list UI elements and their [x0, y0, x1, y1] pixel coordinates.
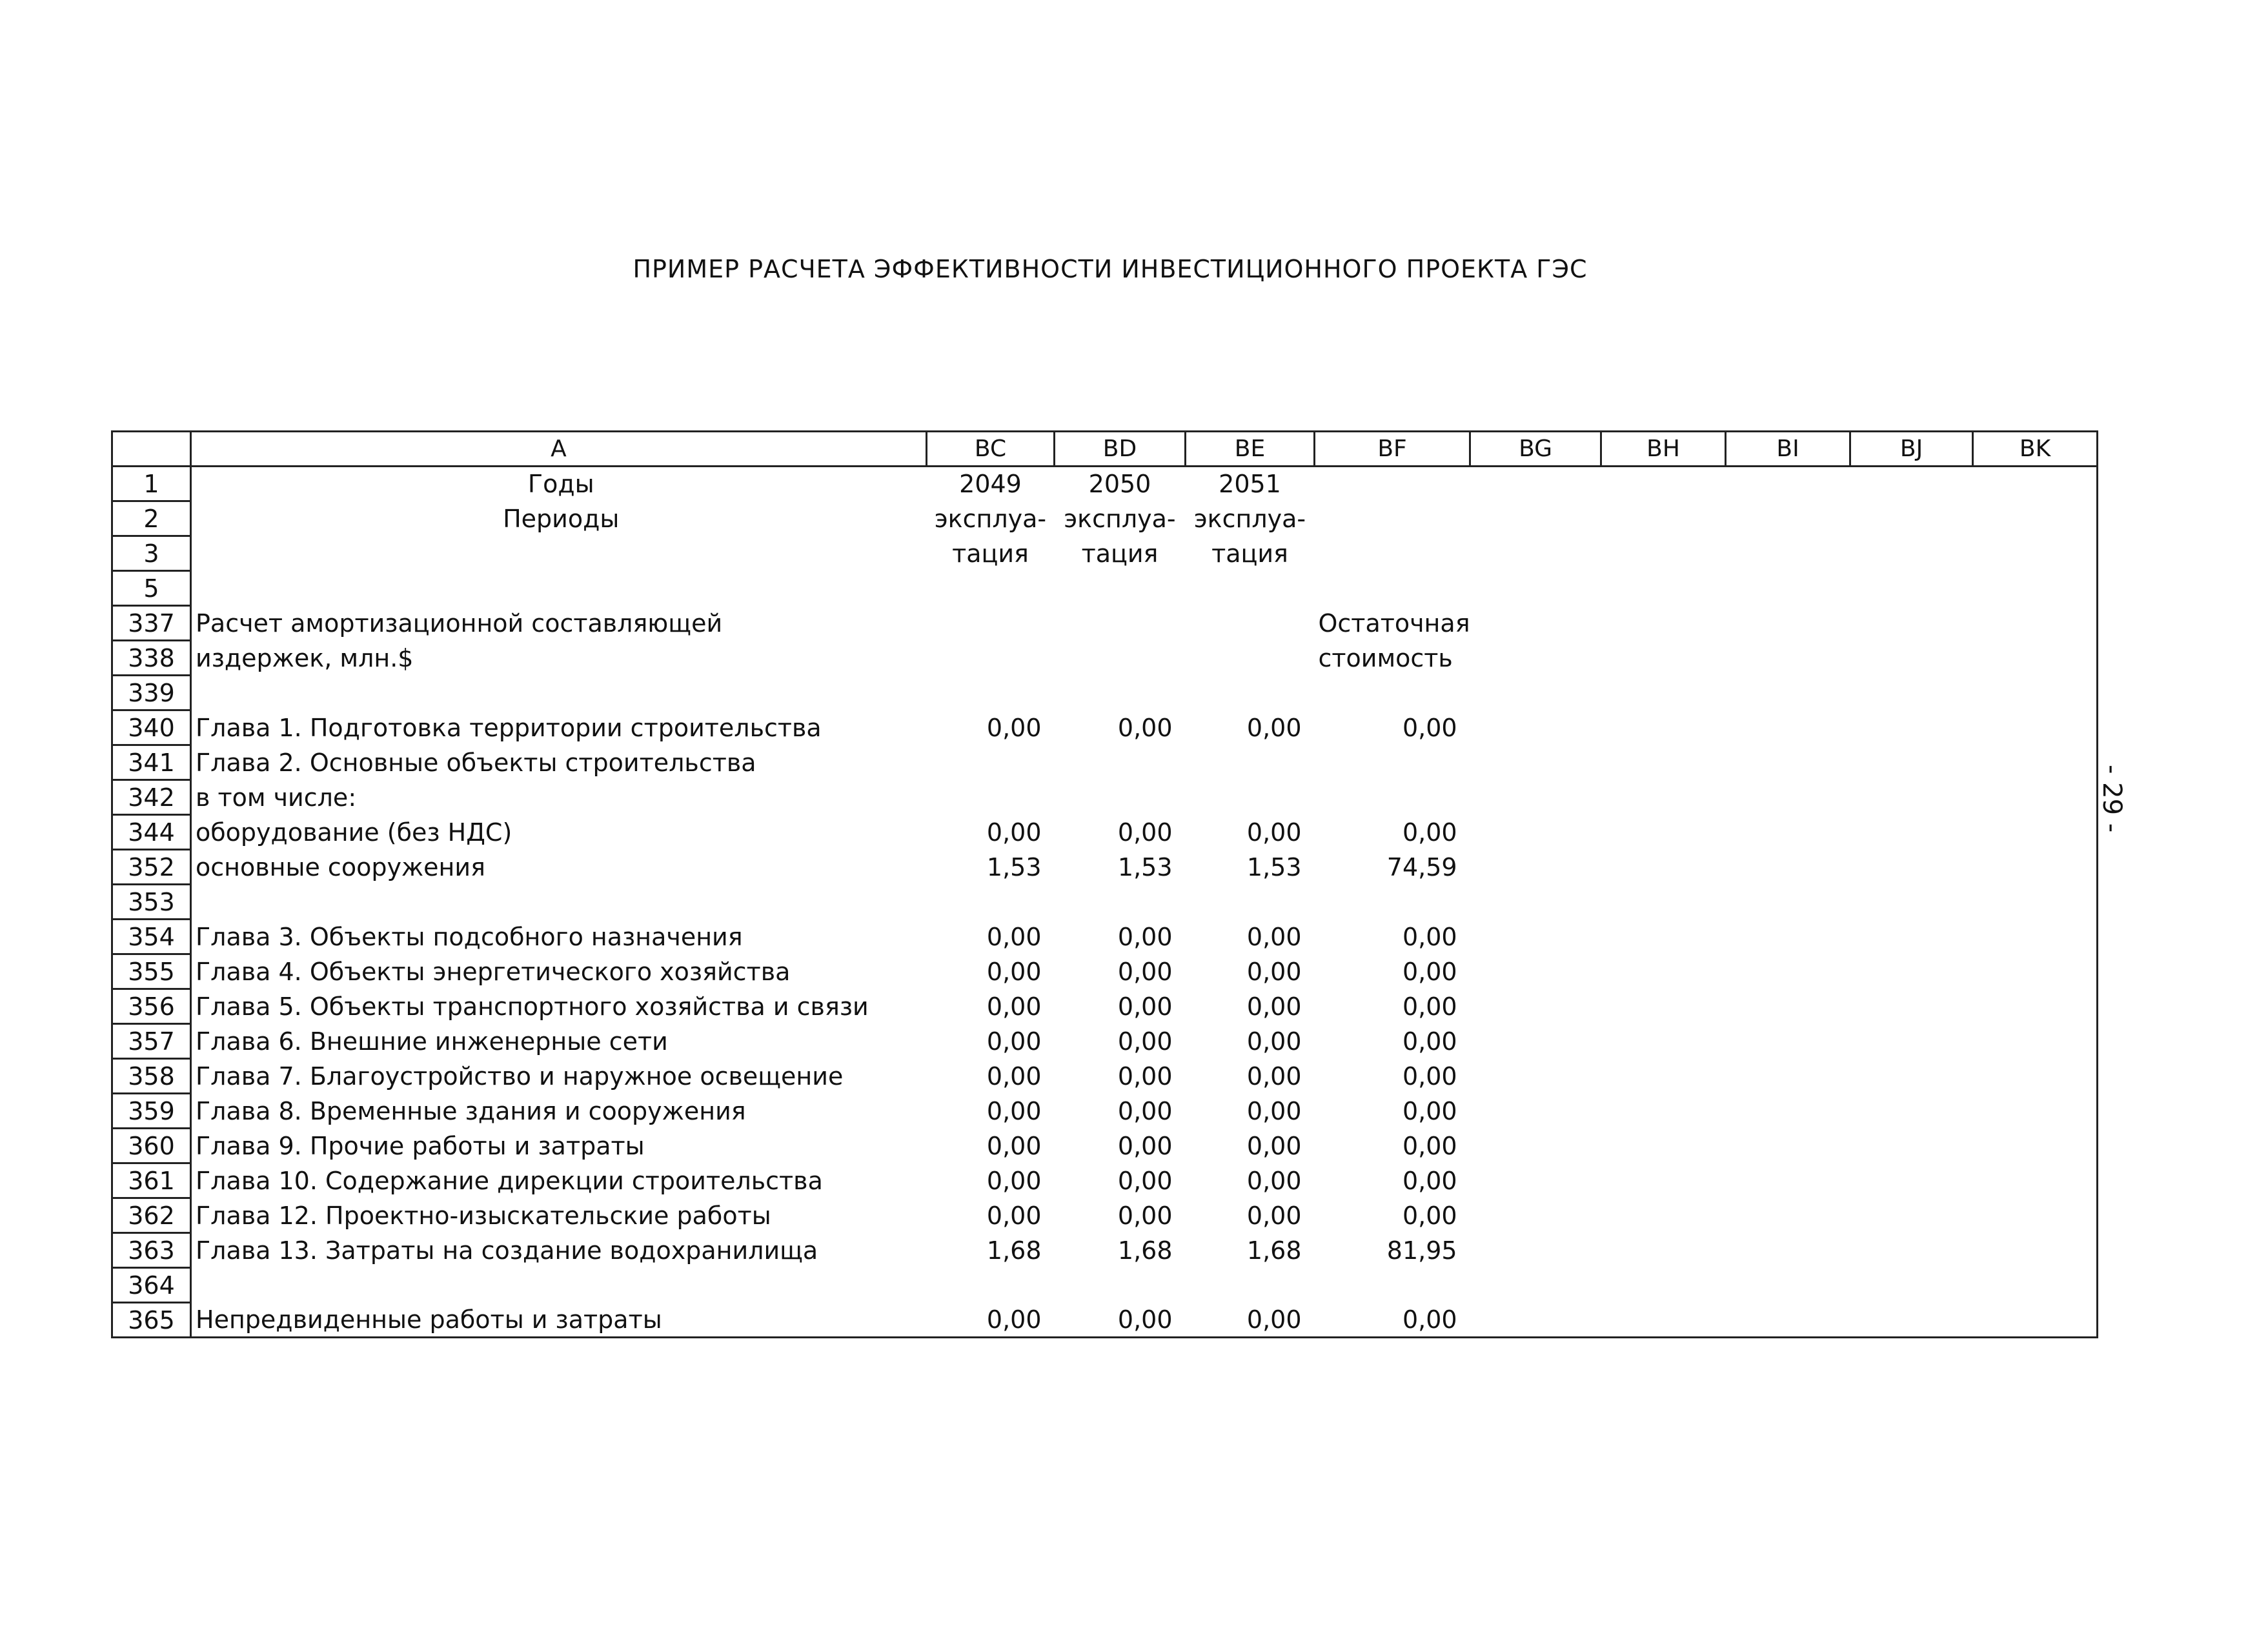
cell-bf: 0,00 — [1402, 1166, 1457, 1195]
table-row — [112, 989, 2098, 1024]
cell-bd: 0,00 — [1055, 1303, 1186, 1338]
cell-bc: 0,00 — [986, 922, 1042, 951]
cell-be: 0,00 — [1246, 992, 1302, 1021]
table-row — [112, 954, 2098, 989]
column-header-bg[interactable]: BG — [1470, 432, 1601, 467]
table-row — [112, 1094, 2098, 1129]
table-row — [112, 1059, 2098, 1094]
row-number[interactable]: 363 — [112, 1233, 191, 1268]
period-bc-line1: эксплуа- — [934, 504, 1047, 533]
row-number[interactable]: 338 — [112, 641, 191, 676]
cell-be: 0,00 — [1246, 1131, 1302, 1160]
table-row — [112, 1163, 2098, 1198]
cell-bf: 0,00 — [1402, 1027, 1457, 1056]
table-row — [112, 467, 2098, 501]
year-be: 2051 — [1219, 470, 1281, 499]
cell-bf: 0,00 — [1402, 922, 1457, 951]
cell-bc — [927, 745, 1055, 780]
cell-bd: 0,00 — [1117, 992, 1173, 1021]
cell-bf: 0,00 — [1315, 1303, 1470, 1338]
row-number[interactable]: 339 — [112, 676, 191, 710]
cell-bc: 0,00 — [986, 1061, 1042, 1091]
row-label: Глава 10. Содержание дирекции строительства — [191, 1163, 927, 1198]
table-row — [112, 1303, 2098, 1338]
residual-value-header-line1: Остаточная — [1318, 609, 1470, 638]
cell-bc: 0,00 — [986, 713, 1042, 742]
row-label: Глава 8. Временные здания и сооружения — [191, 1094, 927, 1129]
table-row — [112, 745, 2098, 780]
cell-bf — [1315, 780, 1470, 815]
row-number[interactable]: 353 — [112, 885, 191, 920]
row-label: основные сооружения — [191, 850, 927, 885]
corner-cell[interactable] — [112, 432, 191, 467]
year-bd: 2050 — [1088, 470, 1151, 499]
column-header-bf[interactable]: BF — [1315, 432, 1470, 467]
cell-bd — [1055, 1268, 1186, 1303]
column-header-bd[interactable]: BD — [1055, 432, 1186, 467]
cell-bf — [1315, 1268, 1470, 1303]
cell-bc: 0,00 — [927, 1303, 1055, 1338]
row-number[interactable]: 358 — [112, 1059, 191, 1094]
row-number[interactable]: 359 — [112, 1094, 191, 1129]
cell-bf: 0,00 — [1402, 1131, 1457, 1160]
period-bd-line1: эксплуа- — [1064, 504, 1176, 533]
row-label: Глава 6. Внешние инженерные сети — [191, 1024, 927, 1059]
cell-bc — [927, 885, 1055, 920]
page-number: - 29 - — [2097, 765, 2127, 833]
cell-bf: 0,00 — [1402, 957, 1457, 986]
cell-be: 0,00 — [1246, 1061, 1302, 1091]
periods-label: Периоды — [191, 501, 927, 536]
period-bc-line2: тация — [952, 539, 1029, 568]
cell-bd — [1055, 780, 1186, 815]
cell-be: 1,53 — [1246, 852, 1302, 881]
row-number[interactable]: 364 — [112, 1268, 191, 1303]
cell-bd: 0,00 — [1117, 1096, 1173, 1125]
cell-bd: 0,00 — [1117, 957, 1173, 986]
row-number[interactable]: 362 — [112, 1198, 191, 1233]
table-row — [112, 1198, 2098, 1233]
table-row — [112, 815, 2098, 850]
row-number[interactable]: 342 — [112, 780, 191, 815]
cell-bc: 0,00 — [986, 992, 1042, 1021]
row-number[interactable]: 2 — [112, 501, 191, 536]
row-label: Глава 13. Затраты на создание водохранилища — [191, 1233, 927, 1268]
row-number[interactable]: 356 — [112, 989, 191, 1024]
row-number[interactable]: 344 — [112, 815, 191, 850]
cell-be: 0,00 — [1246, 1027, 1302, 1056]
cell-bf: 0,00 — [1402, 992, 1457, 1021]
period-be-line2: тация — [1211, 539, 1288, 568]
row-label: Глава 7. Благоустройство и наружное освещение — [191, 1059, 927, 1094]
row-label — [191, 1268, 927, 1303]
table-row — [112, 1129, 2098, 1163]
cell-bd: 1,53 — [1117, 852, 1173, 881]
column-header-bk[interactable]: BK — [1973, 432, 2098, 467]
spreadsheet-table — [111, 430, 2098, 1338]
document-title: ПРИМЕР РАСЧЕТА ЭФФЕКТИВНОСТИ ИНВЕСТИЦИОННОГО ПРОЕКТА ГЭС — [633, 255, 1588, 283]
cell-bf: 0,00 — [1402, 1201, 1457, 1230]
cell-be: 0,00 — [1246, 1096, 1302, 1125]
row-number[interactable]: 360 — [112, 1129, 191, 1163]
cell-bd: 0,00 — [1117, 1061, 1173, 1091]
row-label: оборудование (без НДС) — [191, 815, 927, 850]
row-number[interactable]: 5 — [112, 571, 191, 606]
cell-bd: 0,00 — [1117, 1131, 1173, 1160]
table-row — [112, 1268, 2098, 1303]
cell-bf: 81,95 — [1386, 1236, 1457, 1265]
cell-be: 0,00 — [1246, 713, 1302, 742]
cell-bf — [1315, 745, 1470, 780]
row-number[interactable]: 357 — [112, 1024, 191, 1059]
cell-be: 0,00 — [1246, 1201, 1302, 1230]
column-header-bh[interactable]: BH — [1601, 432, 1726, 467]
table-row — [112, 710, 2098, 745]
table-row — [112, 641, 2098, 676]
row-number[interactable]: 355 — [112, 954, 191, 989]
cell-bc: 0,00 — [986, 957, 1042, 986]
cell-be: 0,00 — [1186, 1303, 1315, 1338]
section-title-line1: Расчет амортизационной составляющей — [191, 606, 927, 641]
cell-bf — [1315, 885, 1470, 920]
cell-be — [1186, 780, 1315, 815]
table-row — [112, 571, 2098, 606]
cell-bc: 0,00 — [986, 1201, 1042, 1230]
cell-be — [1186, 885, 1315, 920]
row-number[interactable]: 361 — [112, 1163, 191, 1198]
cell-bf: 0,00 — [1402, 713, 1457, 742]
cell-bd: 0,00 — [1117, 922, 1173, 951]
cell-bf: 0,00 — [1402, 1061, 1457, 1091]
row-number[interactable]: 337 — [112, 606, 191, 641]
years-label: Годы — [191, 467, 927, 501]
period-bd-line2: тация — [1081, 539, 1159, 568]
cell-bf: 0,00 — [1402, 1096, 1457, 1125]
cell-bd: 0,00 — [1117, 1027, 1173, 1056]
column-header-bj[interactable]: BJ — [1850, 432, 1973, 467]
table-row — [112, 536, 2098, 571]
cell-be: 0,00 — [1246, 818, 1302, 847]
cell-bc: 0,00 — [986, 1166, 1042, 1195]
year-bc: 2049 — [959, 470, 1022, 499]
row-number[interactable]: 340 — [112, 710, 191, 745]
row-label — [191, 885, 927, 920]
row-number[interactable]: 1 — [112, 467, 191, 501]
table-row — [112, 1024, 2098, 1059]
period-be-line1: эксплуа- — [1193, 504, 1306, 533]
cell-be: 1,68 — [1246, 1236, 1302, 1265]
row-number[interactable]: 341 — [112, 745, 191, 780]
column-header-row — [112, 432, 2098, 467]
cell-bd — [1055, 745, 1186, 780]
table-row — [112, 606, 2098, 641]
cell-bc — [927, 1268, 1055, 1303]
cell-be — [1186, 745, 1315, 780]
section-title-line2: издержек, млн.$ — [191, 641, 927, 676]
cell-bc: 1,68 — [986, 1236, 1042, 1265]
cell-bd: 0,00 — [1117, 1166, 1173, 1195]
table-row — [112, 501, 2098, 536]
cell-be: 0,00 — [1246, 957, 1302, 986]
cell-bc: 0,00 — [986, 1027, 1042, 1056]
row-label: Глава 12. Проектно-изыскательские работы — [191, 1198, 927, 1233]
row-label: Непредвиденные работы и затраты — [191, 1303, 927, 1338]
column-header-bi[interactable]: BI — [1726, 432, 1850, 467]
cell-bf: 74,59 — [1386, 852, 1457, 881]
cell-bc: 0,00 — [986, 818, 1042, 847]
cell-bd: 0,00 — [1117, 713, 1173, 742]
row-label: Глава 3. Объекты подсобного назначения — [191, 920, 927, 954]
row-label: в том числе: — [191, 780, 927, 815]
row-number[interactable]: 352 — [112, 850, 191, 885]
cell-bc: 1,53 — [986, 852, 1042, 881]
table-row — [112, 676, 2098, 710]
cell-bc: 0,00 — [986, 1131, 1042, 1160]
residual-value-header-line2: стоимость — [1318, 643, 1453, 672]
cell-bc: 0,00 — [986, 1096, 1042, 1125]
row-label: Глава 2. Основные объекты строительства — [191, 745, 927, 780]
row-number[interactable]: 354 — [112, 920, 191, 954]
row-label: Глава 9. Прочие работы и затраты — [191, 1129, 927, 1163]
table-row — [112, 1233, 2098, 1268]
row-label: Глава 4. Объекты энергетического хозяйства — [191, 954, 927, 989]
cell-bd: 0,00 — [1117, 1201, 1173, 1230]
row-label: Глава 1. Подготовка территории строительства — [191, 710, 927, 745]
row-number[interactable]: 365 — [112, 1303, 191, 1338]
table-row — [112, 780, 2098, 815]
cell-bc — [927, 780, 1055, 815]
cell-bd — [1055, 885, 1186, 920]
table-row — [112, 920, 2098, 954]
table-row — [112, 885, 2098, 920]
column-header-a[interactable]: A — [191, 432, 927, 467]
column-header-be[interactable]: BE — [1186, 432, 1315, 467]
cell-be — [1186, 1268, 1315, 1303]
cell-be: 0,00 — [1246, 1166, 1302, 1195]
column-header-bc[interactable]: BC — [927, 432, 1055, 467]
cell-bd: 0,00 — [1117, 818, 1173, 847]
cell-bd: 1,68 — [1117, 1236, 1173, 1265]
cell-bf: 0,00 — [1402, 818, 1457, 847]
row-number[interactable]: 3 — [112, 536, 191, 571]
cell-be: 0,00 — [1246, 922, 1302, 951]
table-row — [112, 850, 2098, 885]
row-label: Глава 5. Объекты транспортного хозяйства и связи — [191, 989, 927, 1024]
